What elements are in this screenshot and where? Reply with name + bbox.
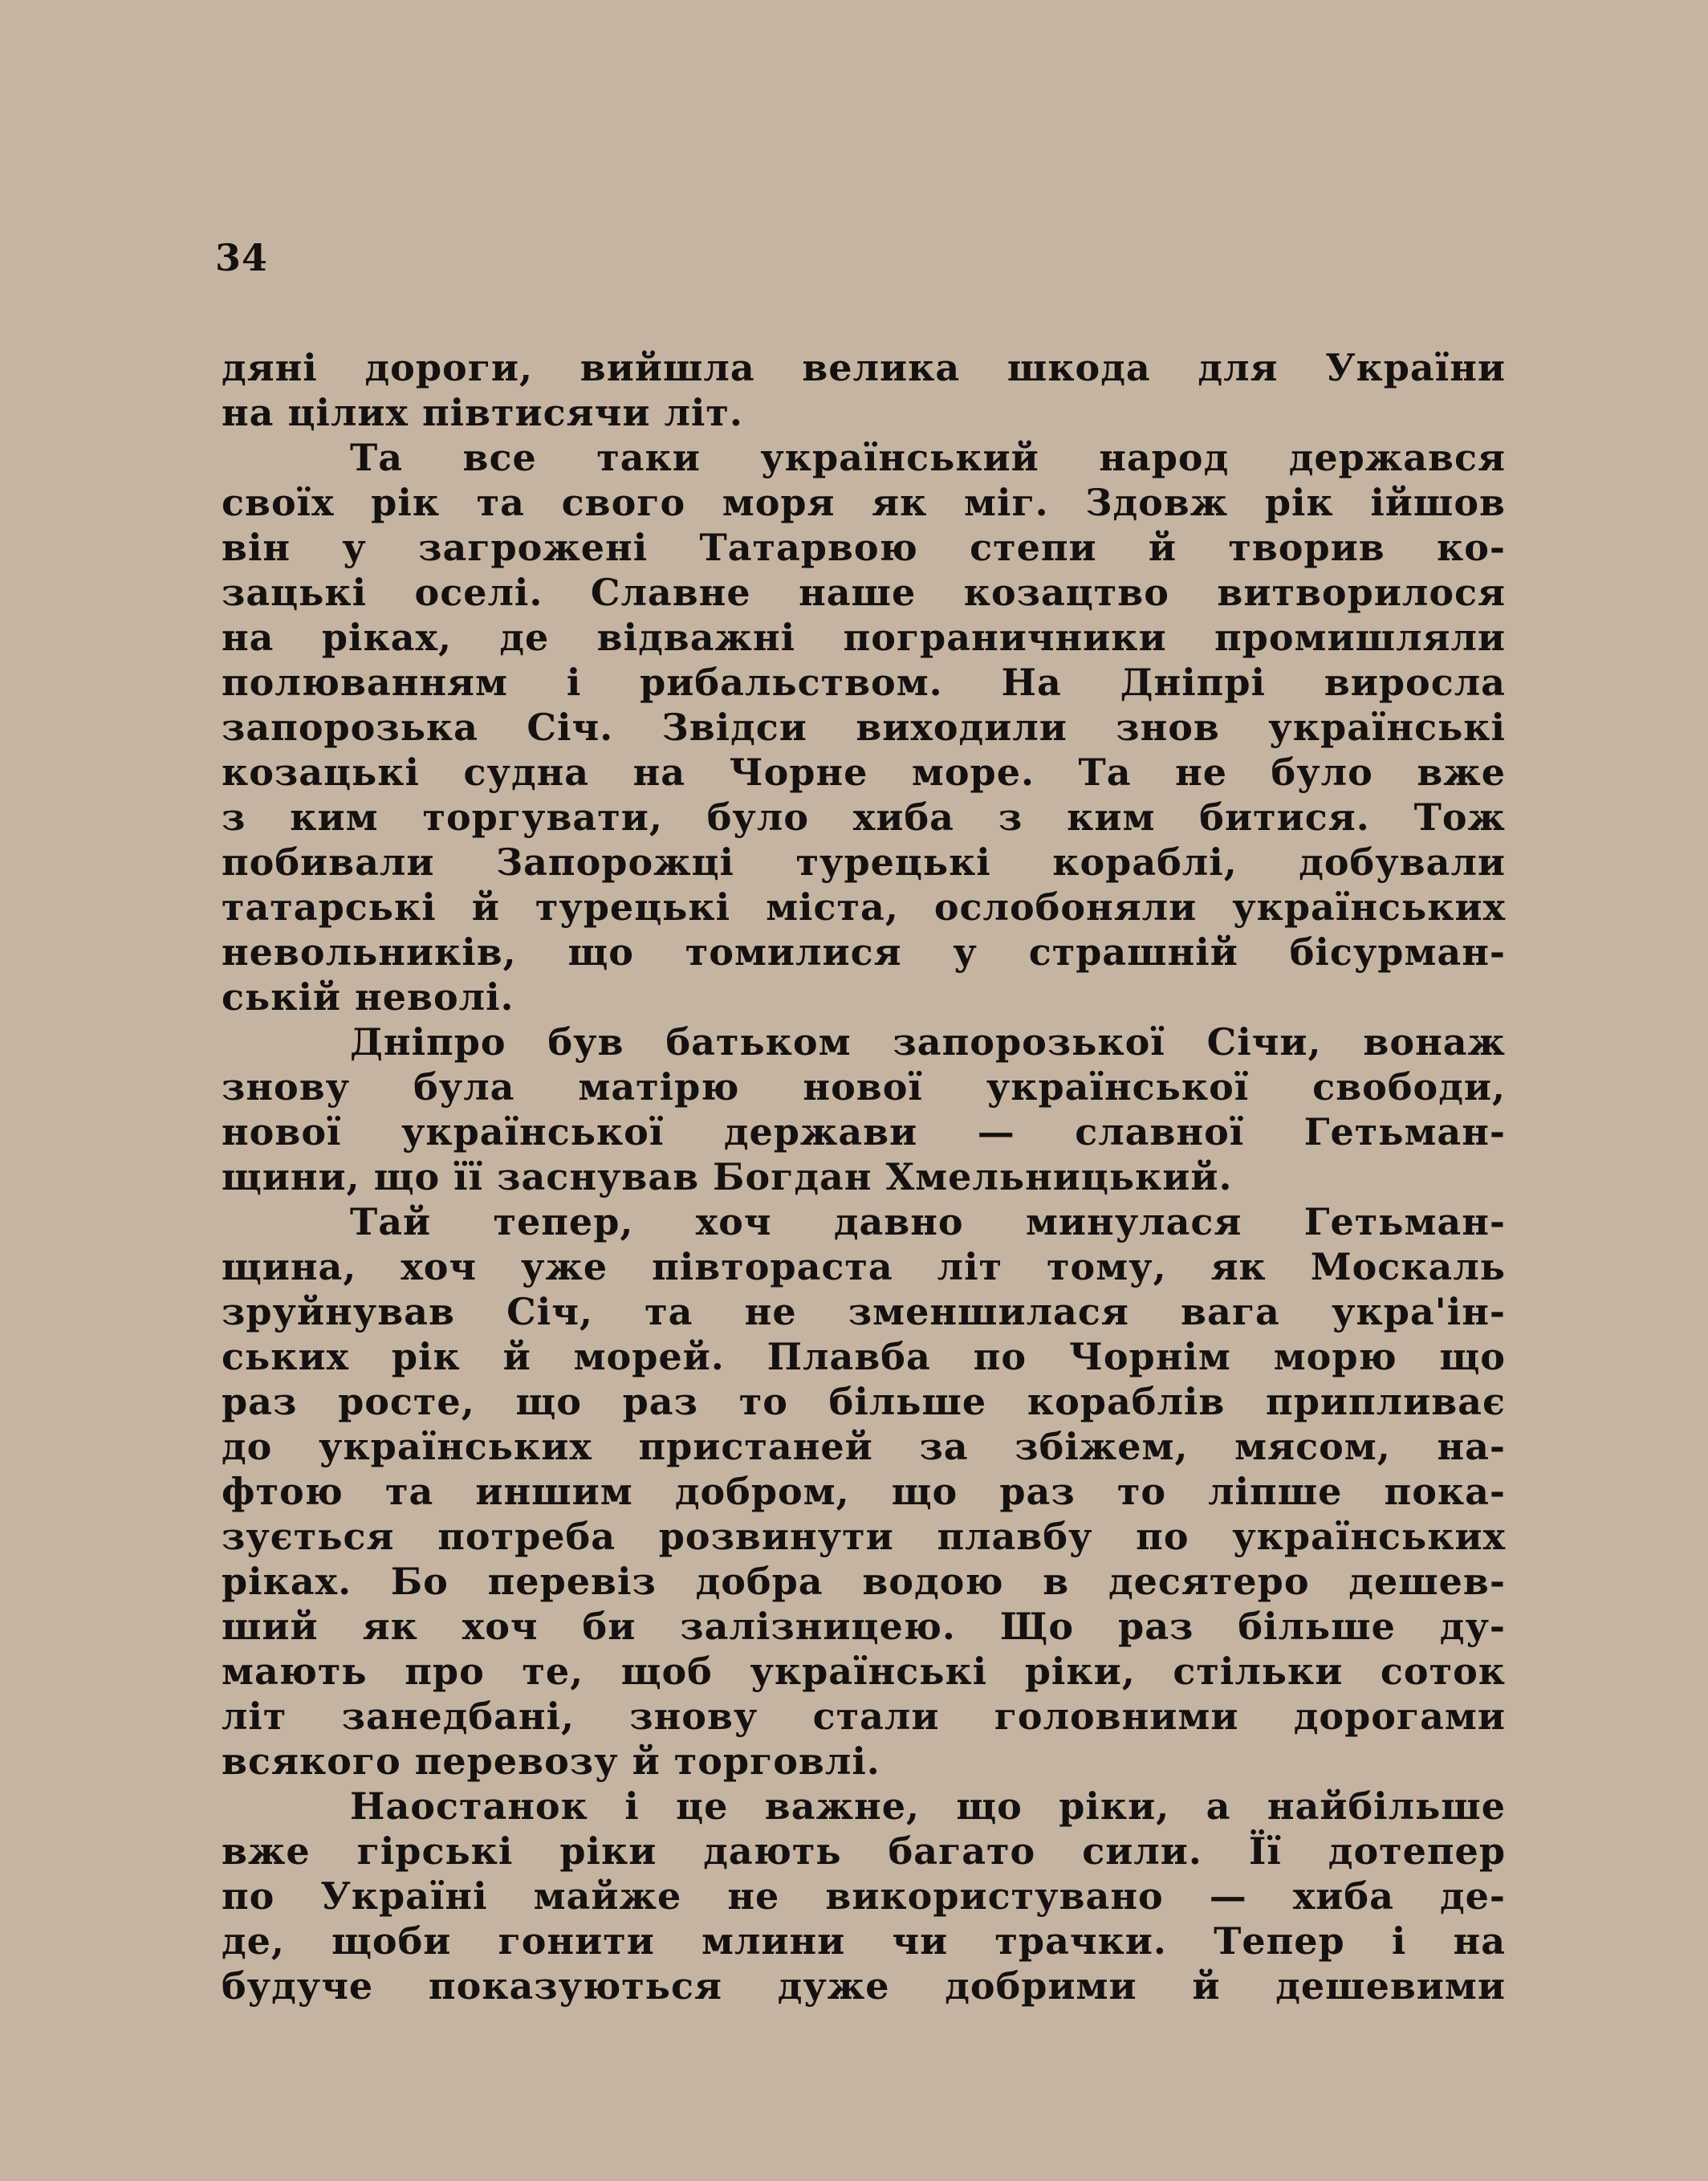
text-line: Тай тепер, хоч давно минулася Гетьман- xyxy=(350,1200,1506,1243)
text-line: на цілих півтисячи літ. xyxy=(222,391,743,434)
text-line: Та все таки український народ держався xyxy=(350,436,1506,479)
text-line: невольників, що томилися у страшній бісурман- xyxy=(222,930,1506,974)
text-line: ських рік й морей. Плавба по Чорнім морю що xyxy=(222,1335,1506,1378)
text-line: знову була матірю нової української свободи, xyxy=(222,1065,1506,1109)
text-line: всякого перевозу й торговлі. xyxy=(222,1740,880,1783)
page-number: 34 xyxy=(215,236,269,279)
text-line: щини, що її заснував Богдан Хмельницький. xyxy=(222,1155,1233,1198)
text-line: ріках. Бо перевіз добра водою в десятеро дешев- xyxy=(222,1560,1506,1603)
text-line: ській неволі. xyxy=(222,975,514,1019)
text-line: зується потреба розвинути плавбу по українських xyxy=(222,1515,1506,1558)
text-line: козацькі судна на Чорне море. Та не було вже xyxy=(222,751,1506,794)
text-line: де, щоби гонити млини чи трачки. Тепер і на xyxy=(222,1919,1506,1963)
text-line: фтою та иншим добром, що раз то ліпше пока- xyxy=(222,1470,1506,1513)
text-line: на ріках, де відважні пограничники промишляли xyxy=(222,616,1506,659)
text-line: будуче показуються дуже добрими й дешевими xyxy=(222,1964,1506,2008)
text-line: мають про те, щоб українські ріки, стільки соток xyxy=(222,1650,1506,1693)
text-line: по Україні майже не використувано — хиба де- xyxy=(222,1874,1506,1918)
text-line: літ занедбані, знову стали головними дорогами xyxy=(222,1695,1506,1738)
text-line: Наостанок і це важне, що ріки, а найбільше xyxy=(350,1784,1506,1828)
text-line: побивали Запорожці турецькі кораблі, добували xyxy=(222,840,1506,884)
body-text xyxy=(222,345,1506,2008)
text-line: ший як хоч би залізницею. Що раз більше ду- xyxy=(222,1605,1506,1648)
text-line: вже гірські ріки дають багато сили. Її дотепер xyxy=(222,1829,1506,1873)
text-line: він у загрожені Татарвою степи й творив ко- xyxy=(222,526,1506,569)
text-line: Дніпро був батьком запорозької Січи, вонаж xyxy=(350,1020,1506,1064)
text-line: зруйнував Січ, та не зменшилася вага укра'ін- xyxy=(222,1290,1506,1333)
text-line: дяні дороги, вийшла велика шкода для України xyxy=(222,346,1506,389)
text-line: своїх рік та свого моря як міг. Здовж рік ійшов xyxy=(222,481,1506,524)
text-line: татарські й турецькі міста, ослобоняли українських xyxy=(222,885,1506,929)
text-line: з ким торгувати, було хиба з ким битися. Тож xyxy=(222,795,1506,839)
text-line: щина, хоч уже півтораста літ тому, як Москаль xyxy=(222,1245,1506,1288)
text-line: полюванням і рибальством. На Дніпрі виросла xyxy=(222,661,1506,704)
text-line: запорозька Січ. Звідси виходили знов українські xyxy=(222,706,1506,749)
text-line: до українських пристаней за збіжем, мясом, на- xyxy=(222,1425,1506,1468)
text-line: зацькі оселі. Славне наше козацтво витворилося xyxy=(222,571,1506,614)
text-line: раз росте, що раз то більше кораблів припливає xyxy=(222,1380,1506,1423)
text-line: нової української держави — славної Гетьман- xyxy=(222,1110,1506,1154)
